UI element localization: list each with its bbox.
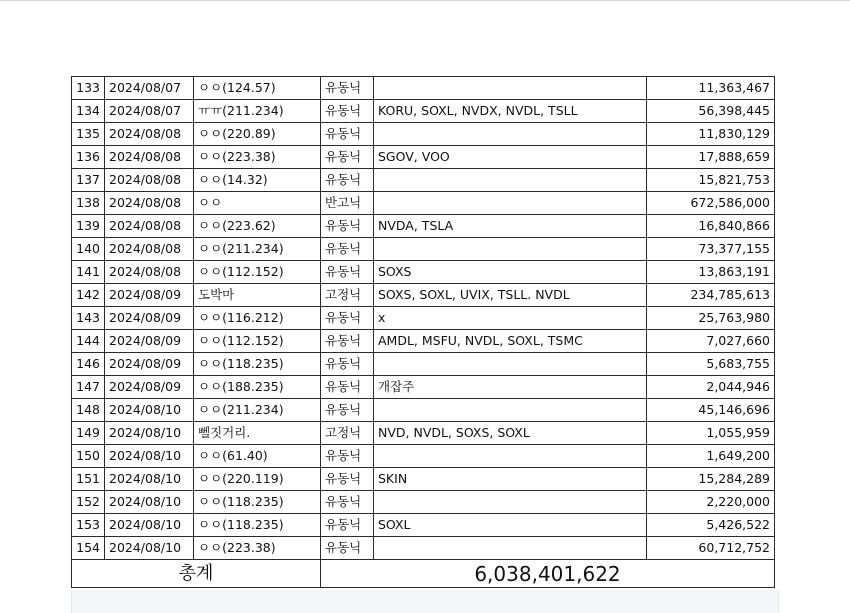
row-nick-type: 유동닉: [321, 445, 374, 468]
row-amount: 16,840,866: [647, 215, 775, 238]
table-row: [72, 169, 775, 192]
table-row: [72, 215, 775, 238]
table-row: [72, 77, 775, 100]
table-row: [72, 238, 775, 261]
row-nick-type: 유동닉: [321, 353, 374, 376]
row-number: 140: [72, 238, 105, 261]
table-row: [72, 353, 775, 376]
row-stocks: [374, 399, 647, 422]
row-nickname: ㅠㅠ(211.234): [194, 100, 321, 123]
table-row: [72, 399, 775, 422]
row-date: 2024/08/09: [105, 376, 194, 399]
row-number: 142: [72, 284, 105, 307]
row-nick-type: 유동닉: [321, 491, 374, 514]
table-row: [72, 468, 775, 491]
total-value: 6,038,401,622: [321, 560, 775, 588]
row-stocks: [374, 192, 647, 215]
row-nickname: 뻴짓거리.: [194, 422, 321, 445]
row-amount: 17,888,659: [647, 146, 775, 169]
row-stocks: AMDL, MSFU, NVDL, SOXL, TSMC: [374, 330, 647, 353]
row-nickname: ㅇㅇ(112.152): [194, 330, 321, 353]
page-top-border: [0, 0, 850, 1]
row-nickname: ㅇㅇ(223.38): [194, 146, 321, 169]
row-amount: 11,830,129: [647, 123, 775, 146]
row-nick-type: 고정닉: [321, 284, 374, 307]
row-amount: 25,763,980: [647, 307, 775, 330]
row-number: 143: [72, 307, 105, 330]
row-amount: 15,821,753: [647, 169, 775, 192]
row-number: 148: [72, 399, 105, 422]
table-row: [72, 537, 775, 560]
row-stocks: x: [374, 307, 647, 330]
row-nick-type: 유동닉: [321, 537, 374, 560]
row-nick-type: 유동닉: [321, 468, 374, 491]
row-amount: 60,712,752: [647, 537, 775, 560]
total-row: [72, 560, 775, 588]
row-number: 153: [72, 514, 105, 537]
row-nickname: ㅇㅇ(118.235): [194, 491, 321, 514]
row-number: 149: [72, 422, 105, 445]
row-stocks: [374, 491, 647, 514]
row-amount: 56,398,445: [647, 100, 775, 123]
table-row: [72, 445, 775, 468]
row-stocks: [374, 123, 647, 146]
table-row: [72, 422, 775, 445]
row-number: 151: [72, 468, 105, 491]
row-nick-type: 유동닉: [321, 514, 374, 537]
table-row: [72, 514, 775, 537]
row-stocks: SGOV, VOO: [374, 146, 647, 169]
row-number: 136: [72, 146, 105, 169]
row-date: 2024/08/08: [105, 169, 194, 192]
next-section-box: [71, 590, 779, 613]
row-nickname: 도박마: [194, 284, 321, 307]
row-date: 2024/08/07: [105, 100, 194, 123]
row-date: 2024/08/09: [105, 353, 194, 376]
row-nick-type: 고정닉: [321, 422, 374, 445]
row-nick-type: 유동닉: [321, 261, 374, 284]
row-nickname: ㅇㅇ(116.212): [194, 307, 321, 330]
row-date: 2024/08/10: [105, 491, 194, 514]
row-stocks: [374, 537, 647, 560]
row-stocks: [374, 445, 647, 468]
row-nickname: ㅇㅇ(223.38): [194, 537, 321, 560]
table-row: [72, 307, 775, 330]
row-number: 154: [72, 537, 105, 560]
row-stocks: NVD, NVDL, SOXS, SOXL: [374, 422, 647, 445]
row-date: 2024/08/08: [105, 146, 194, 169]
row-number: 138: [72, 192, 105, 215]
row-amount: 13,863,191: [647, 261, 775, 284]
row-nickname: ㅇㅇ(118.235): [194, 514, 321, 537]
row-date: 2024/08/10: [105, 399, 194, 422]
row-stocks: [374, 169, 647, 192]
row-amount: 1,649,200: [647, 445, 775, 468]
row-nickname: ㅇㅇ(118.235): [194, 353, 321, 376]
table-body: [72, 77, 775, 588]
row-stocks: SKIN: [374, 468, 647, 491]
row-date: 2024/08/10: [105, 514, 194, 537]
row-date: 2024/08/08: [105, 261, 194, 284]
row-amount: 73,377,155: [647, 238, 775, 261]
row-nickname: ㅇㅇ(14.32): [194, 169, 321, 192]
row-nick-type: 유동닉: [321, 100, 374, 123]
row-nick-type: 유동닉: [321, 123, 374, 146]
table-row: [72, 284, 775, 307]
row-nick-type: 유동닉: [321, 77, 374, 100]
row-number: 135: [72, 123, 105, 146]
row-nickname: ㅇㅇ(61.40): [194, 445, 321, 468]
table-row: [72, 146, 775, 169]
row-stocks: SOXL: [374, 514, 647, 537]
row-amount: 2,220,000: [647, 491, 775, 514]
row-stocks: [374, 238, 647, 261]
row-number: 152: [72, 491, 105, 514]
row-amount: 672,586,000: [647, 192, 775, 215]
row-nick-type: 유동닉: [321, 399, 374, 422]
row-date: 2024/08/08: [105, 238, 194, 261]
total-label: 총계: [72, 560, 321, 588]
row-amount: 5,426,522: [647, 514, 775, 537]
row-nickname: ㅇㅇ: [194, 192, 321, 215]
row-nickname: ㅇㅇ(220.119): [194, 468, 321, 491]
row-nickname: ㅇㅇ(124.57): [194, 77, 321, 100]
row-number: 146: [72, 353, 105, 376]
row-number: 150: [72, 445, 105, 468]
row-date: 2024/08/08: [105, 192, 194, 215]
row-number: 141: [72, 261, 105, 284]
table-row: [72, 491, 775, 514]
row-number: 133: [72, 77, 105, 100]
row-date: 2024/08/10: [105, 537, 194, 560]
row-nickname: ㅇㅇ(211.234): [194, 238, 321, 261]
table-row: [72, 100, 775, 123]
row-stocks: NVDA, TSLA: [374, 215, 647, 238]
row-nickname: ㅇㅇ(211.234): [194, 399, 321, 422]
table-row: [72, 123, 775, 146]
row-nick-type: 유동닉: [321, 330, 374, 353]
row-amount: 11,363,467: [647, 77, 775, 100]
row-nick-type: 반고닉: [321, 192, 374, 215]
row-stocks: [374, 353, 647, 376]
row-amount: 5,683,755: [647, 353, 775, 376]
row-date: 2024/08/09: [105, 284, 194, 307]
row-nick-type: 유동닉: [321, 376, 374, 399]
row-amount: 234,785,613: [647, 284, 775, 307]
row-nick-type: 유동닉: [321, 307, 374, 330]
row-number: 134: [72, 100, 105, 123]
row-number: 137: [72, 169, 105, 192]
row-number: 144: [72, 330, 105, 353]
row-date: 2024/08/09: [105, 330, 194, 353]
row-nick-type: 유동닉: [321, 238, 374, 261]
row-amount: 15,284,289: [647, 468, 775, 491]
row-stocks: SOXS: [374, 261, 647, 284]
row-nickname: ㅇㅇ(188.235): [194, 376, 321, 399]
row-stocks: [374, 77, 647, 100]
row-amount: 45,146,696: [647, 399, 775, 422]
row-number: 147: [72, 376, 105, 399]
row-nickname: ㅇㅇ(112.152): [194, 261, 321, 284]
table-row: [72, 376, 775, 399]
table-row: [72, 192, 775, 215]
row-nick-type: 유동닉: [321, 215, 374, 238]
row-number: 139: [72, 215, 105, 238]
row-date: 2024/08/08: [105, 215, 194, 238]
row-nickname: ㅇㅇ(223.62): [194, 215, 321, 238]
row-date: 2024/08/07: [105, 77, 194, 100]
row-date: 2024/08/10: [105, 468, 194, 491]
row-date: 2024/08/09: [105, 307, 194, 330]
row-date: 2024/08/10: [105, 445, 194, 468]
table-row: [72, 261, 775, 284]
row-stocks: SOXS, SOXL, UVIX, TSLL. NVDL: [374, 284, 647, 307]
row-amount: 2,044,946: [647, 376, 775, 399]
row-date: 2024/08/08: [105, 123, 194, 146]
row-nick-type: 유동닉: [321, 146, 374, 169]
table-row: [72, 330, 775, 353]
row-stocks: 개잡주: [374, 376, 647, 399]
row-amount: 7,027,660: [647, 330, 775, 353]
row-stocks: KORU, SOXL, NVDX, NVDL, TSLL: [374, 100, 647, 123]
row-amount: 1,055,959: [647, 422, 775, 445]
loss-ledger-table: [71, 76, 775, 588]
row-nickname: ㅇㅇ(220.89): [194, 123, 321, 146]
row-date: 2024/08/10: [105, 422, 194, 445]
row-nick-type: 유동닉: [321, 169, 374, 192]
